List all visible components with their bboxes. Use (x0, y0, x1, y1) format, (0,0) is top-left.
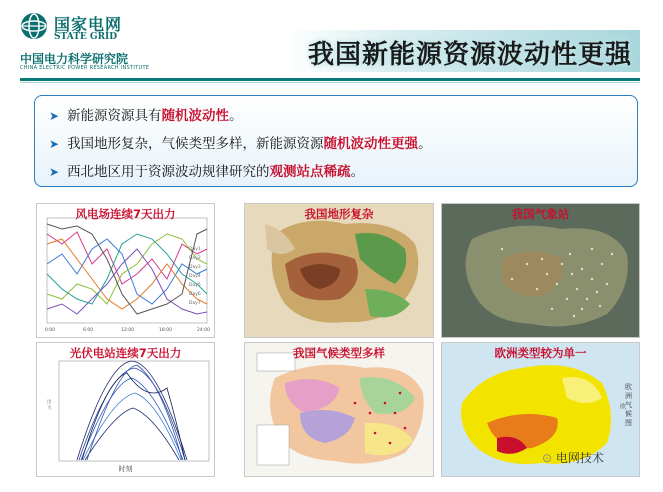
europe-side-label: 欧洲气候图 (625, 383, 632, 427)
bullet-suffix: 。 (350, 164, 365, 180)
logo-text-en: STATE GRID (54, 32, 118, 42)
panel-title: 我国地形复杂 (304, 207, 374, 221)
svg-text:出: 出 (47, 400, 52, 405)
wind-output-chart (36, 203, 215, 338)
state-grid-emblem-icon (20, 12, 48, 40)
panel-title: 欧洲类型较为单一 (494, 346, 587, 360)
svg-text:18:00: 18:00 (159, 328, 172, 333)
panel-title: 风电场连续7天出力 (75, 207, 176, 221)
svg-text:Day3: Day3 (189, 265, 201, 270)
bullet-item (49, 160, 364, 180)
weather-station-map (441, 203, 640, 338)
solar-output-chart (36, 342, 215, 477)
station-map-image (442, 204, 639, 337)
europe-climate-map (441, 342, 640, 477)
climate-map-image (245, 343, 433, 476)
bullet-arrow-icon: ➤ (49, 109, 60, 123)
svg-text:6:00: 6:00 (83, 328, 94, 333)
bullet-box (34, 95, 638, 187)
svg-text:Day4: Day4 (189, 274, 201, 279)
state-grid-logo (18, 10, 218, 72)
solar-xlabel: 时刻 (118, 465, 133, 473)
svg-text:Day7: Day7 (189, 301, 201, 306)
svg-text:24:00: 24:00 (197, 328, 210, 333)
header (0, 0, 663, 78)
panel-title: 我国气候类型多样 (293, 346, 385, 360)
svg-text:欧: 欧 (618, 403, 626, 409)
wechat-icon: ⊙ (542, 451, 556, 465)
bullet-text: 我国地形复杂，气候类型多样，新能源资源 (67, 136, 324, 152)
bullet-highlight: 观测站点稀疏 (269, 164, 351, 180)
svg-text:力: 力 (47, 406, 52, 411)
terrain-map (244, 203, 434, 338)
bullet-suffix: 。 (229, 108, 243, 124)
bullet-arrow-icon: ➤ (49, 165, 60, 179)
bullet-arrow-icon: ➤ (49, 137, 60, 151)
svg-text:Day2: Day2 (189, 256, 201, 261)
bullet-text: 新能源资源具有 (67, 108, 162, 124)
bullet-item (49, 104, 243, 124)
svg-text:12:00: 12:00 (121, 328, 134, 333)
bullet-highlight: 随机波动性 (161, 108, 230, 124)
bullet-item (49, 132, 432, 152)
panel-title: 我国气象站 (511, 207, 570, 221)
svg-text:Day6: Day6 (189, 292, 201, 297)
institute-name-en: CHINA ELECTRIC POWER RESEARCH INSTITUTE (20, 65, 150, 71)
bullet-highlight: 随机波动性更强 (323, 136, 419, 152)
header-divider (20, 78, 640, 81)
wechat-account-name: 电网技术 (555, 451, 604, 465)
wechat-watermark (542, 449, 604, 466)
page-title: 我国新能源资源波动性更强 (307, 40, 632, 70)
panel-title: 光伏电站连续7天出力 (69, 346, 182, 360)
solar-chart-svg (37, 343, 214, 476)
svg-text:Day1: Day1 (189, 247, 201, 252)
svg-text:Day5: Day5 (189, 283, 201, 288)
bullet-suffix: 。 (418, 136, 432, 152)
climate-types-map (244, 342, 434, 477)
svg-text:0:00: 0:00 (45, 328, 56, 333)
header-divider-thin (20, 82, 640, 83)
institute-name-cn: 中国电力科学研究院 (20, 52, 129, 66)
title-box (288, 30, 640, 72)
terrain-map-image (245, 204, 433, 337)
logo-text-cn: 国家电网 (54, 15, 123, 34)
bullet-text: 西北地区用于资源波动规律研究的 (67, 164, 270, 180)
europe-map-image (442, 343, 639, 476)
wind-chart-svg (37, 204, 214, 337)
